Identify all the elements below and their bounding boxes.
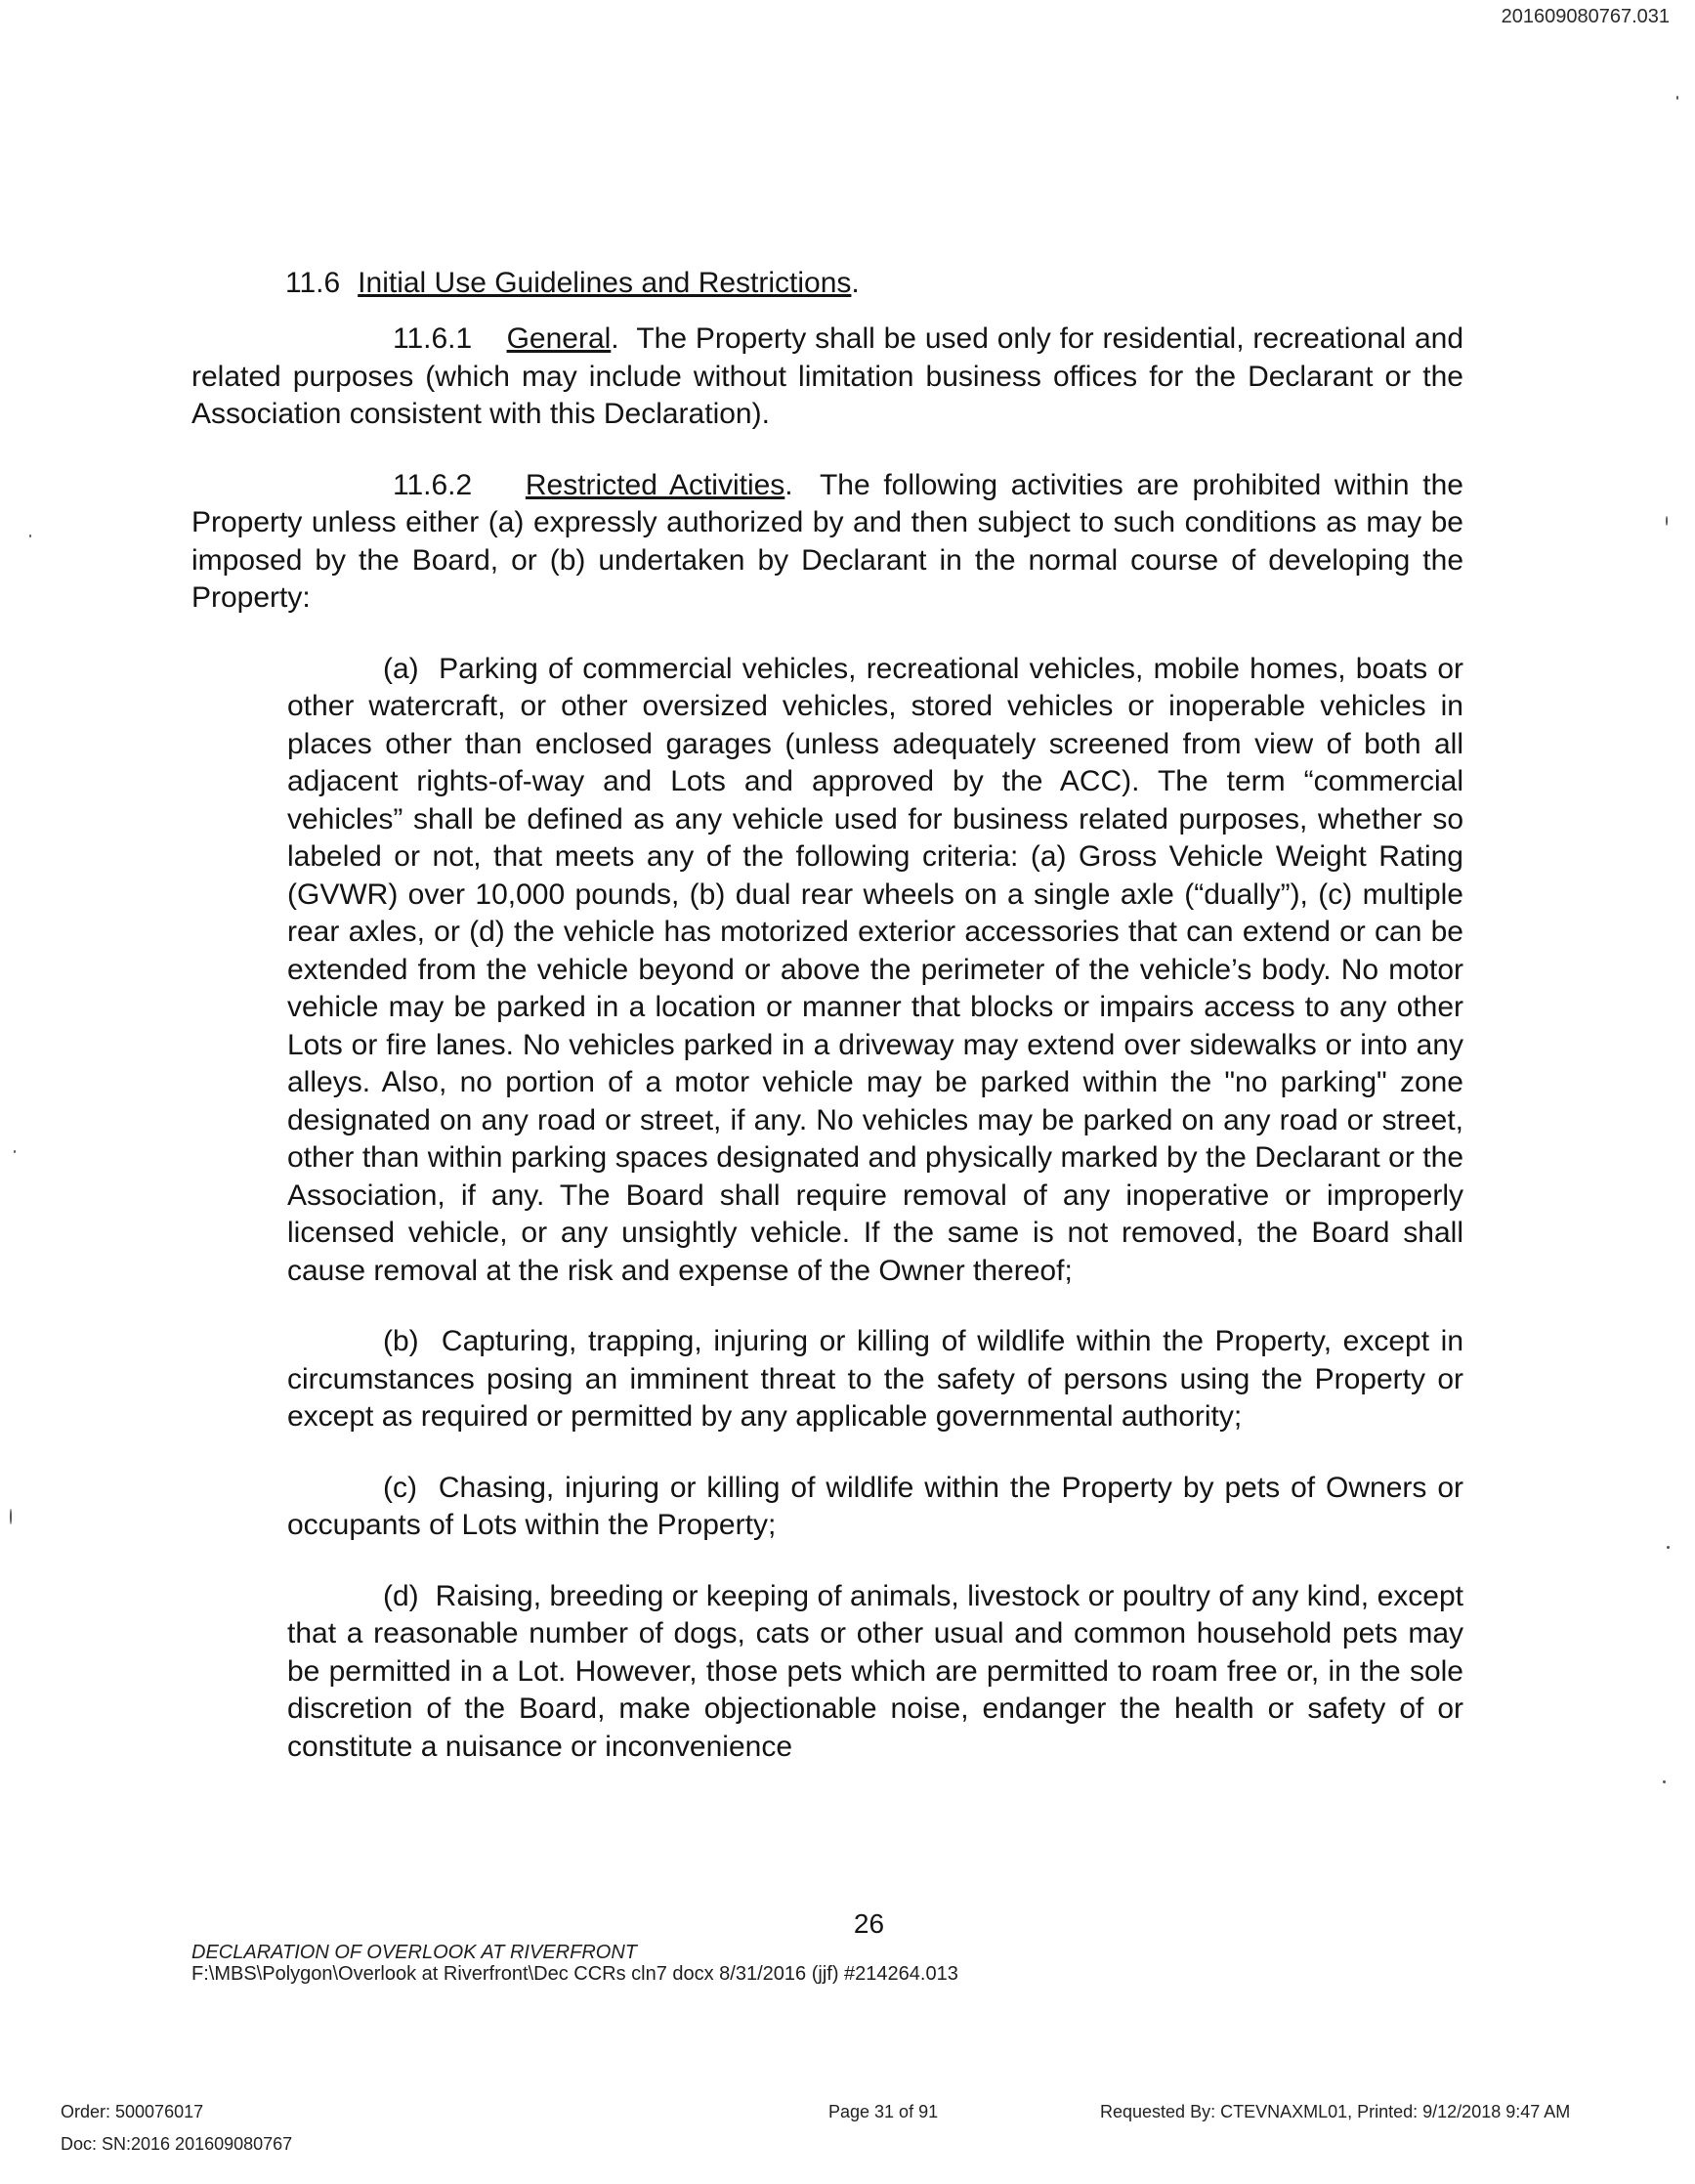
list-item-text: Capturing, trapping, injuring or killing of wildlife within the Property, except in circumstances posing an imminent threat to the safety of persons using the Property or except as required or permitted by any applicable governmental authority; <box>287 1325 1464 1433</box>
paragraph-gap <box>191 618 1463 651</box>
page-number: 26 <box>853 1908 885 1939</box>
scan-speck <box>1676 96 1678 100</box>
subsection-title-period: . <box>611 322 619 355</box>
list-item-text: Raising, breeding or keeping of animals, livestock or poultry of any kind, except that a reasonable number of dogs, cats or other usual and common household pets may be permitted in a Lot. However, those pets which are permitted to roam free or, in the sole discretion of the Board, make objectionable noise, endanger the health or safety of or constitute a nuisance or inconvenience <box>287 1579 1464 1763</box>
footer-file-path: F:\MBS\Polygon\Overlook at Riverfront\Dec CCRs cln7 docx 8/31/2016 (jjf) #214264.013 <box>191 1963 958 1985</box>
page-of-total: Page 31 of 91 <box>828 2102 939 2121</box>
doc-reference: Doc: SN:2016 201609080767 <box>61 2134 293 2154</box>
scan-speck <box>1663 1780 1666 1783</box>
list-item-a <box>287 651 1463 1291</box>
section-number: 11.6 <box>285 267 341 299</box>
scan-speck <box>29 535 31 537</box>
paragraph-gap <box>287 1545 1463 1578</box>
document-footer <box>191 1942 958 1985</box>
scan-speck <box>1667 1546 1670 1549</box>
restricted-activities-list <box>287 651 1463 1767</box>
requested-by-info: Requested By: CTEVNAXML01, Printed: 9/12/2018 9:47 AM <box>1100 2102 1571 2121</box>
list-item-b <box>287 1323 1463 1436</box>
document-body <box>191 264 1463 1766</box>
section-title-period: . <box>851 267 860 299</box>
order-number: Order: 500076017 <box>61 2102 204 2121</box>
list-item-text: Parking of commercial vehicles, recreational vehicles, mobile homes, boats or other watercraft, or other oversized vehicles, stored vehicles or inoperable vehicles in places other than enclosed garages (unless adequately screened from view of both all adjacent rights-of-way and Lots and approved by the ACC). The term “commercial vehicles” shall be defined as any vehicle used for business related purposes, whether so labeled or not, that meets any of the following criteria: (a) Gross Vehicle Weight Rating (GVWR) over 10,000 pounds, (b) dual rear wheels on a single axle (“dually”), (c) multiple rear axles, or (d) the vehicle has motorized exterior accessories that can extend or can be extended from the vehicle beyond or above the perimeter of the vehicle’s body. No motor vehicle may be parked in a location or manner that blocks or impairs access to any other Lots or fire lanes. No vehicles parked in a driveway may extend over sidewalks or into any alleys. Also, no portion of a motor vehicle may be parked within the "no parking" zone designated on any road or street, if any. No vehicles may be parked on any road or street, other than within parking spaces designated and physically marked by the Declarant or the Association, if any. The Board shall require removal of any inoperative or improperly licensed vehicle, or any unsightly vehicle. If the same is not removed, the Board shall cause removal at the risk and expense of the Owner thereof; <box>287 652 1463 1287</box>
subsection-title: General <box>506 322 612 355</box>
list-item-c <box>287 1470 1463 1545</box>
scan-speck <box>14 1150 16 1153</box>
scan-speck <box>10 1509 12 1524</box>
footer-document-title: DECLARATION OF OVERLOOK AT RIVERFRONT <box>191 1942 637 1963</box>
subsection-title: Restricted Activities <box>525 468 785 501</box>
list-item-label: (d) <box>383 1579 419 1612</box>
list-item-label: (b) <box>383 1325 419 1357</box>
scan-speck <box>1666 516 1668 526</box>
document-stamp-number: 201609080767.031 <box>1501 6 1670 27</box>
section-heading <box>191 264 1463 303</box>
subsection-number: 11.6.2 <box>393 468 473 501</box>
subsection-11-6-2 <box>191 467 1463 618</box>
subsection-number: 11.6.1 <box>393 322 473 355</box>
subsection-body: The Property shall be used only for residential, recreational and related purposes (which may include without limitation business offices for the Declarant or the Association consistent with this Declaration). <box>191 322 1464 430</box>
subsection-body: The following activities are prohibited within the Property unless either (a) expressly authorized by and then subject to such conditions as may be imposed by the Board, or (b) undertaken by Declarant in the normal course of developing the Property: <box>191 468 1463 614</box>
list-item-label: (a) <box>383 652 419 685</box>
subsection-title-period: . <box>784 468 793 501</box>
list-item-label: (c) <box>383 1471 417 1504</box>
paragraph-gap <box>191 434 1463 467</box>
list-item-d <box>287 1578 1463 1767</box>
paragraph-gap <box>287 1290 1463 1323</box>
section-title: Initial Use Guidelines and Restrictions <box>358 267 852 299</box>
subsection-11-6-1 <box>191 321 1463 434</box>
list-item-text: Chasing, injuring or killing of wildlife within the Property by pets of Owners or occupants of Lots within the Property; <box>287 1471 1463 1541</box>
paragraph-gap <box>287 1436 1463 1470</box>
